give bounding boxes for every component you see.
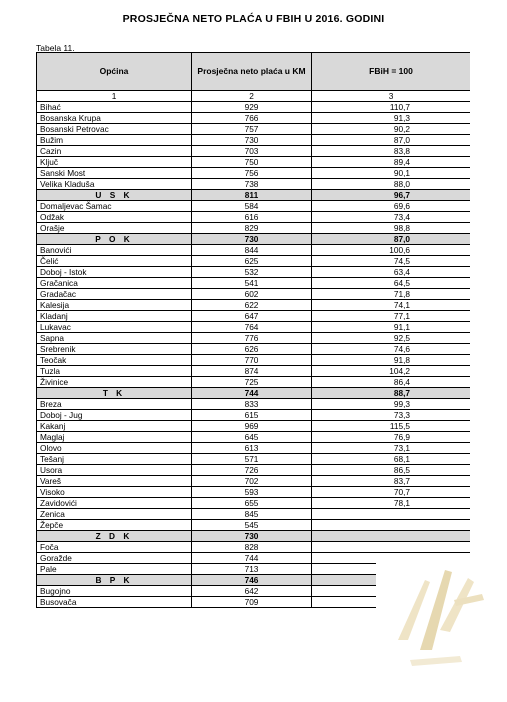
table-row: [37, 421, 471, 432]
table-row-total: [37, 531, 471, 542]
index-cell: 73,1: [312, 443, 471, 454]
net-pay-cell: 829: [192, 223, 312, 234]
table-row: [37, 476, 471, 487]
table-row: [37, 333, 471, 344]
municipality-cell: Zavidovići: [37, 498, 192, 509]
net-pay-cell: 616: [192, 212, 312, 223]
column-number: 2: [192, 91, 312, 102]
table-row: [37, 322, 471, 333]
table-row: [37, 432, 471, 443]
index-cell: 89,4: [312, 157, 471, 168]
net-pay-cell: 828: [192, 542, 312, 553]
net-pay-cell: 645: [192, 432, 312, 443]
index-cell: 91,3: [312, 113, 471, 124]
index-cell: 92,5: [312, 333, 471, 344]
column-number: 1: [37, 91, 192, 102]
net-pay-cell: 730: [192, 135, 312, 146]
municipality-cell: Domaljevac Šamac: [37, 201, 192, 212]
table-row: [37, 267, 471, 278]
table-row: [37, 344, 471, 355]
index-cell: 78,1: [312, 498, 471, 509]
municipality-cell: Tuzla: [37, 366, 192, 377]
municipality-cell: Breza: [37, 399, 192, 410]
table-row: [37, 146, 471, 157]
table-row: [37, 157, 471, 168]
salary-table: [36, 52, 470, 608]
municipality-cell: Pale: [37, 564, 192, 575]
municipality-cell: Kalesija: [37, 300, 192, 311]
table-row: [37, 212, 471, 223]
municipality-cell: Cazin: [37, 146, 192, 157]
municipality-cell: Bosanski Petrovac: [37, 124, 192, 135]
table-row: [37, 168, 471, 179]
net-pay-cell: 702: [192, 476, 312, 487]
index-cell: 96,7: [312, 190, 471, 201]
municipality-cell: Velika Kladuša: [37, 179, 192, 190]
column-number: 3: [312, 91, 471, 102]
index-cell: 90,1: [312, 168, 471, 179]
table-row: [37, 410, 471, 421]
net-pay-cell: 744: [192, 388, 312, 399]
index-cell: 74,5: [312, 256, 471, 267]
municipality-cell: Banovići: [37, 245, 192, 256]
municipality-cell: Doboj - Istok: [37, 267, 192, 278]
municipality-cell: Čelić: [37, 256, 192, 267]
net-pay-cell: 766: [192, 113, 312, 124]
net-pay-cell: 874: [192, 366, 312, 377]
index-cell: 69,6: [312, 201, 471, 212]
net-pay-cell: 584: [192, 201, 312, 212]
net-pay-cell: 655: [192, 498, 312, 509]
index-cell: 110,7: [312, 102, 471, 113]
net-pay-cell: 757: [192, 124, 312, 135]
table-header: [37, 53, 471, 91]
municipality-cell: Sapna: [37, 333, 192, 344]
municipality-cell: Tešanj: [37, 454, 192, 465]
municipality-cell: Kladanj: [37, 311, 192, 322]
municipality-cell: Busovača: [37, 597, 192, 608]
index-cell: 83,8: [312, 146, 471, 157]
municipality-cell: Sanski Most: [37, 168, 192, 179]
table-row: [37, 113, 471, 124]
index-cell: 63,4: [312, 267, 471, 278]
index-cell: 71,8: [312, 289, 471, 300]
index-cell: 73,3: [312, 410, 471, 421]
index-cell: 87,0: [312, 135, 471, 146]
municipality-cell: Zenica: [37, 509, 192, 520]
table-row: [37, 201, 471, 212]
municipality-cell: Bosanska Krupa: [37, 113, 192, 124]
table-row: [37, 443, 471, 454]
municipality-cell: T K: [37, 388, 192, 399]
table-row: [37, 135, 471, 146]
table-row-total: [37, 234, 471, 245]
municipality-cell: Z D K: [37, 531, 192, 542]
table-row: [37, 487, 471, 498]
table-row: [37, 300, 471, 311]
municipality-cell: Goražde: [37, 553, 192, 564]
net-pay-cell: 713: [192, 564, 312, 575]
table-row: [37, 289, 471, 300]
table-row: [37, 498, 471, 509]
municipality-cell: Ključ: [37, 157, 192, 168]
table-row: [37, 509, 471, 520]
table-row: [37, 223, 471, 234]
net-pay-cell: 744: [192, 553, 312, 564]
net-pay-cell: 622: [192, 300, 312, 311]
header-fbih-index: FBiH = 100: [312, 53, 471, 91]
index-cell: [312, 542, 471, 553]
municipality-cell: Bugojno: [37, 586, 192, 597]
index-cell: [312, 520, 471, 531]
watermark-overlay: [376, 556, 507, 696]
table-row: [37, 366, 471, 377]
municipality-cell: Maglaj: [37, 432, 192, 443]
index-cell: [312, 509, 471, 520]
net-pay-cell: 541: [192, 278, 312, 289]
index-cell: 86,4: [312, 377, 471, 388]
index-cell: 83,7: [312, 476, 471, 487]
municipality-cell: Živinice: [37, 377, 192, 388]
index-cell: 98,8: [312, 223, 471, 234]
table-row: [37, 124, 471, 135]
net-pay-cell: 730: [192, 531, 312, 542]
index-cell: 68,1: [312, 454, 471, 465]
net-pay-cell: 703: [192, 146, 312, 157]
page-title: PROSJEČNA NETO PLAĆA U FBIH U 2016. GODINI: [122, 13, 385, 25]
municipality-cell: Lukavac: [37, 322, 192, 333]
net-pay-cell: 726: [192, 465, 312, 476]
index-cell: 99,3: [312, 399, 471, 410]
municipality-cell: Foča: [37, 542, 192, 553]
municipality-cell: U S K: [37, 190, 192, 201]
net-pay-cell: 615: [192, 410, 312, 421]
table-row: [37, 256, 471, 267]
net-pay-cell: 844: [192, 245, 312, 256]
net-pay-cell: 725: [192, 377, 312, 388]
municipality-cell: Gradačac: [37, 289, 192, 300]
municipality-cell: Doboj - Jug: [37, 410, 192, 421]
index-cell: [312, 531, 471, 542]
index-cell: 90,2: [312, 124, 471, 135]
index-cell: 76,9: [312, 432, 471, 443]
municipality-cell: Gračanica: [37, 278, 192, 289]
net-pay-cell: 602: [192, 289, 312, 300]
net-pay-cell: 545: [192, 520, 312, 531]
net-pay-cell: 642: [192, 586, 312, 597]
municipality-cell: P O K: [37, 234, 192, 245]
net-pay-cell: 969: [192, 421, 312, 432]
net-pay-cell: 532: [192, 267, 312, 278]
net-pay-cell: 647: [192, 311, 312, 322]
index-cell: 86,5: [312, 465, 471, 476]
table-row: [37, 311, 471, 322]
table-row-total: [37, 190, 471, 201]
table-row: [37, 179, 471, 190]
table-row: [37, 399, 471, 410]
net-pay-cell: 929: [192, 102, 312, 113]
net-pay-cell: 626: [192, 344, 312, 355]
index-cell: 104,2: [312, 366, 471, 377]
table-caption: Tabela 11.: [36, 43, 75, 53]
index-cell: 73,4: [312, 212, 471, 223]
net-pay-cell: 709: [192, 597, 312, 608]
municipality-cell: Žepče: [37, 520, 192, 531]
table-body: [37, 91, 471, 608]
index-cell: 100,6: [312, 245, 471, 256]
net-pay-cell: 756: [192, 168, 312, 179]
municipality-cell: Orašje: [37, 223, 192, 234]
net-pay-cell: 593: [192, 487, 312, 498]
municipality-cell: Visoko: [37, 487, 192, 498]
municipality-cell: Usora: [37, 465, 192, 476]
watermark-logo: [390, 560, 490, 670]
municipality-cell: B P K: [37, 575, 192, 586]
net-pay-cell: 613: [192, 443, 312, 454]
header-row: [37, 53, 471, 91]
net-pay-cell: 738: [192, 179, 312, 190]
table-row: [37, 377, 471, 388]
table-row: [37, 355, 471, 366]
index-cell: 91,1: [312, 322, 471, 333]
municipality-cell: Bihać: [37, 102, 192, 113]
table-row: [37, 465, 471, 476]
index-cell: 115,5: [312, 421, 471, 432]
net-pay-cell: 833: [192, 399, 312, 410]
net-pay-cell: 746: [192, 575, 312, 586]
net-pay-cell: 776: [192, 333, 312, 344]
table-row: [37, 278, 471, 289]
column-number-row: [37, 91, 471, 102]
header-municipality: Općina: [37, 53, 192, 91]
municipality-cell: Srebrenik: [37, 344, 192, 355]
net-pay-cell: 625: [192, 256, 312, 267]
table-row: [37, 542, 471, 553]
index-cell: 88,0: [312, 179, 471, 190]
net-pay-cell: 764: [192, 322, 312, 333]
index-cell: 88,7: [312, 388, 471, 399]
net-pay-cell: 811: [192, 190, 312, 201]
municipality-cell: Teočak: [37, 355, 192, 366]
net-pay-cell: 730: [192, 234, 312, 245]
index-cell: 91,8: [312, 355, 471, 366]
net-pay-cell: 845: [192, 509, 312, 520]
index-cell: 70,7: [312, 487, 471, 498]
table-row: [37, 520, 471, 531]
table-row: [37, 454, 471, 465]
index-cell: 74,6: [312, 344, 471, 355]
index-cell: 74,1: [312, 300, 471, 311]
table-row: [37, 245, 471, 256]
municipality-cell: Vareš: [37, 476, 192, 487]
table-row-total: [37, 388, 471, 399]
net-pay-cell: 770: [192, 355, 312, 366]
index-cell: 77,1: [312, 311, 471, 322]
index-cell: 64,5: [312, 278, 471, 289]
municipality-cell: Olovo: [37, 443, 192, 454]
header-average-net-pay: Prosječna neto plaća u KM: [192, 53, 312, 91]
net-pay-cell: 750: [192, 157, 312, 168]
municipality-cell: Odžak: [37, 212, 192, 223]
net-pay-cell: 571: [192, 454, 312, 465]
municipality-cell: Kakanj: [37, 421, 192, 432]
index-cell: 87,0: [312, 234, 471, 245]
table-row: [37, 102, 471, 113]
municipality-cell: Bužim: [37, 135, 192, 146]
